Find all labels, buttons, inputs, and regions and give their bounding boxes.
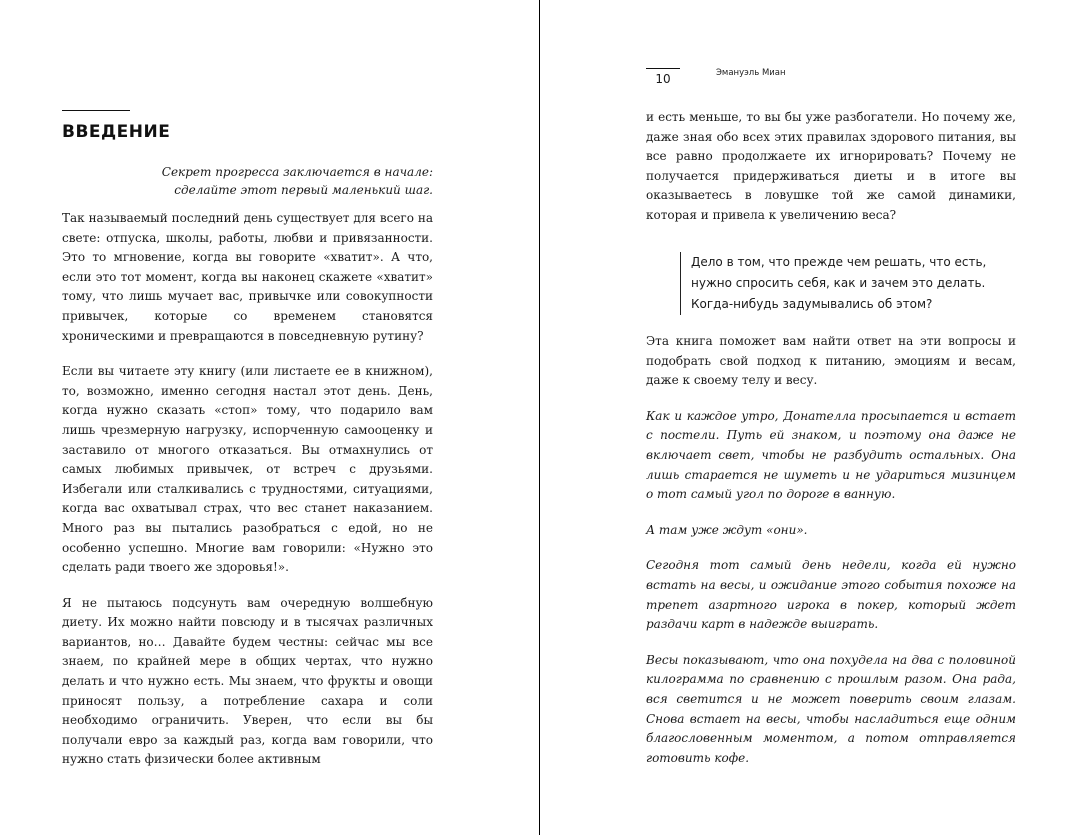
epigraph [103, 163, 433, 199]
right-page [540, 0, 1080, 835]
italic-paragraph: Как и каждое утро, Донателла просыпается и встает с постели. Путь ей знаком, и поэтому она даже не включает свет, чтобы не разбудить остальных. Она лишь старается не шуметь и не удариться мизинцем о тот самый угол по дороге в ванную. [646, 408, 1016, 502]
paragraph: и есть меньше, то вы бы уже разбогатели. Но почему же, даже зная обо всех этих правилах здорового питания, вы все равно продолжаете их игнорировать? Почему не получается придерживаться диеты и в итоге вы оказываетесь в ловушке той же самой динамики, которая и привела к увеличению веса? [646, 110, 1016, 222]
italic-paragraph: Весы показывают, что она похудела на два с половиной килограмма по сравнению с прошлым разом. Она рада, вся светится и не может поверить своим глазам. Снова встает на весы, чтобы насладиться еще одним благословенным моментом, а потом отправляется готовить кофе. [646, 652, 1016, 765]
pull-quote-line: нужно спросить себя, как и зачем это делать. [691, 276, 986, 290]
chapter-title-rule [62, 110, 130, 111]
left-page [0, 0, 539, 835]
paragraph: Я не пытаюсь подсунуть вам очередную волшебную диету. Их можно найти повсюду и в тысячах различных вариантов, но… Давайте будем честны: сейчас мы все знаем, по крайней мере в общих чертах, что нужно делать и что нужно есть. Мы знаем, что фрукты и овощи приносят пользу, а потребление сахара и соли необходимо ограничить. Уверен, что если вы бы получали евро за каждый раз, когда вам говорили, что нужно стать физически более активным [62, 595, 433, 767]
paragraph: Если вы читаете эту книгу (или листаете ее в книжном), то, возможно, именно сегодня настал этот день. День, когда нужно сказать «стоп» тому, что подарило вам лишь чрезмерную нагрузку, испорченную самооценку и заставило от многого отказаться. Вы отмахнулись от самых любимых привычек, от встреч с друзьями. Избегали или сталкивались с трудностями, ситуациями, когда вас охватывал страх, что вес станет наказанием. Много раз вы пытались разобраться с едой, но не особенно успешно. Многие вам говорили: «Нужно это сделать ради твоего же здоровья!». [62, 364, 433, 575]
italic-paragraph: Сегодня тот самый день недели, когда ей нужно встать на весы, и ожидание этого события похоже на трепет азартного игрока в покер, который ждет раздачи карт в надежде выиграть. [646, 558, 1016, 632]
right-body-text-bottom [646, 332, 1016, 784]
italic-paragraph: А там уже ждут «они». [646, 522, 808, 537]
pull-quote-line: Когда-нибудь задумывались об этом? [691, 297, 933, 311]
paragraph: Так называемый последний день существует для всего на свете: отпуска, школы, работы, любви и привязанности. Это то мгновение, когда вы говорите «хватит». А что, если это тот момент, когда вы наконец скажете «хватит» тому, что лишь мучает вас, привычке или совокупности привычек, которые со временем становятся хроническими и превращаются в повседневную рутину? [62, 211, 433, 343]
left-body-text [62, 209, 433, 786]
right-body-text-top [646, 108, 1016, 242]
page-number-rule [646, 68, 680, 69]
chapter-title: ВВЕДЕНИЕ [62, 122, 171, 142]
running-head-author: Эмануэль Миан [716, 68, 786, 78]
paragraph: Эта книга поможет вам найти ответ на эти вопросы и подобрать свой подход к питанию, эмоциям и весам, даже к своему телу и весу. [646, 334, 1016, 388]
pull-quote-line: Дело в том, что прежде чем решать, что есть, [691, 255, 987, 269]
epigraph-line: сделайте этот первый маленький шаг. [174, 183, 433, 197]
page-number: 10 [655, 72, 671, 86]
pull-quote [680, 252, 1031, 315]
epigraph-line: Секрет прогресса заключается в начале: [161, 165, 433, 179]
